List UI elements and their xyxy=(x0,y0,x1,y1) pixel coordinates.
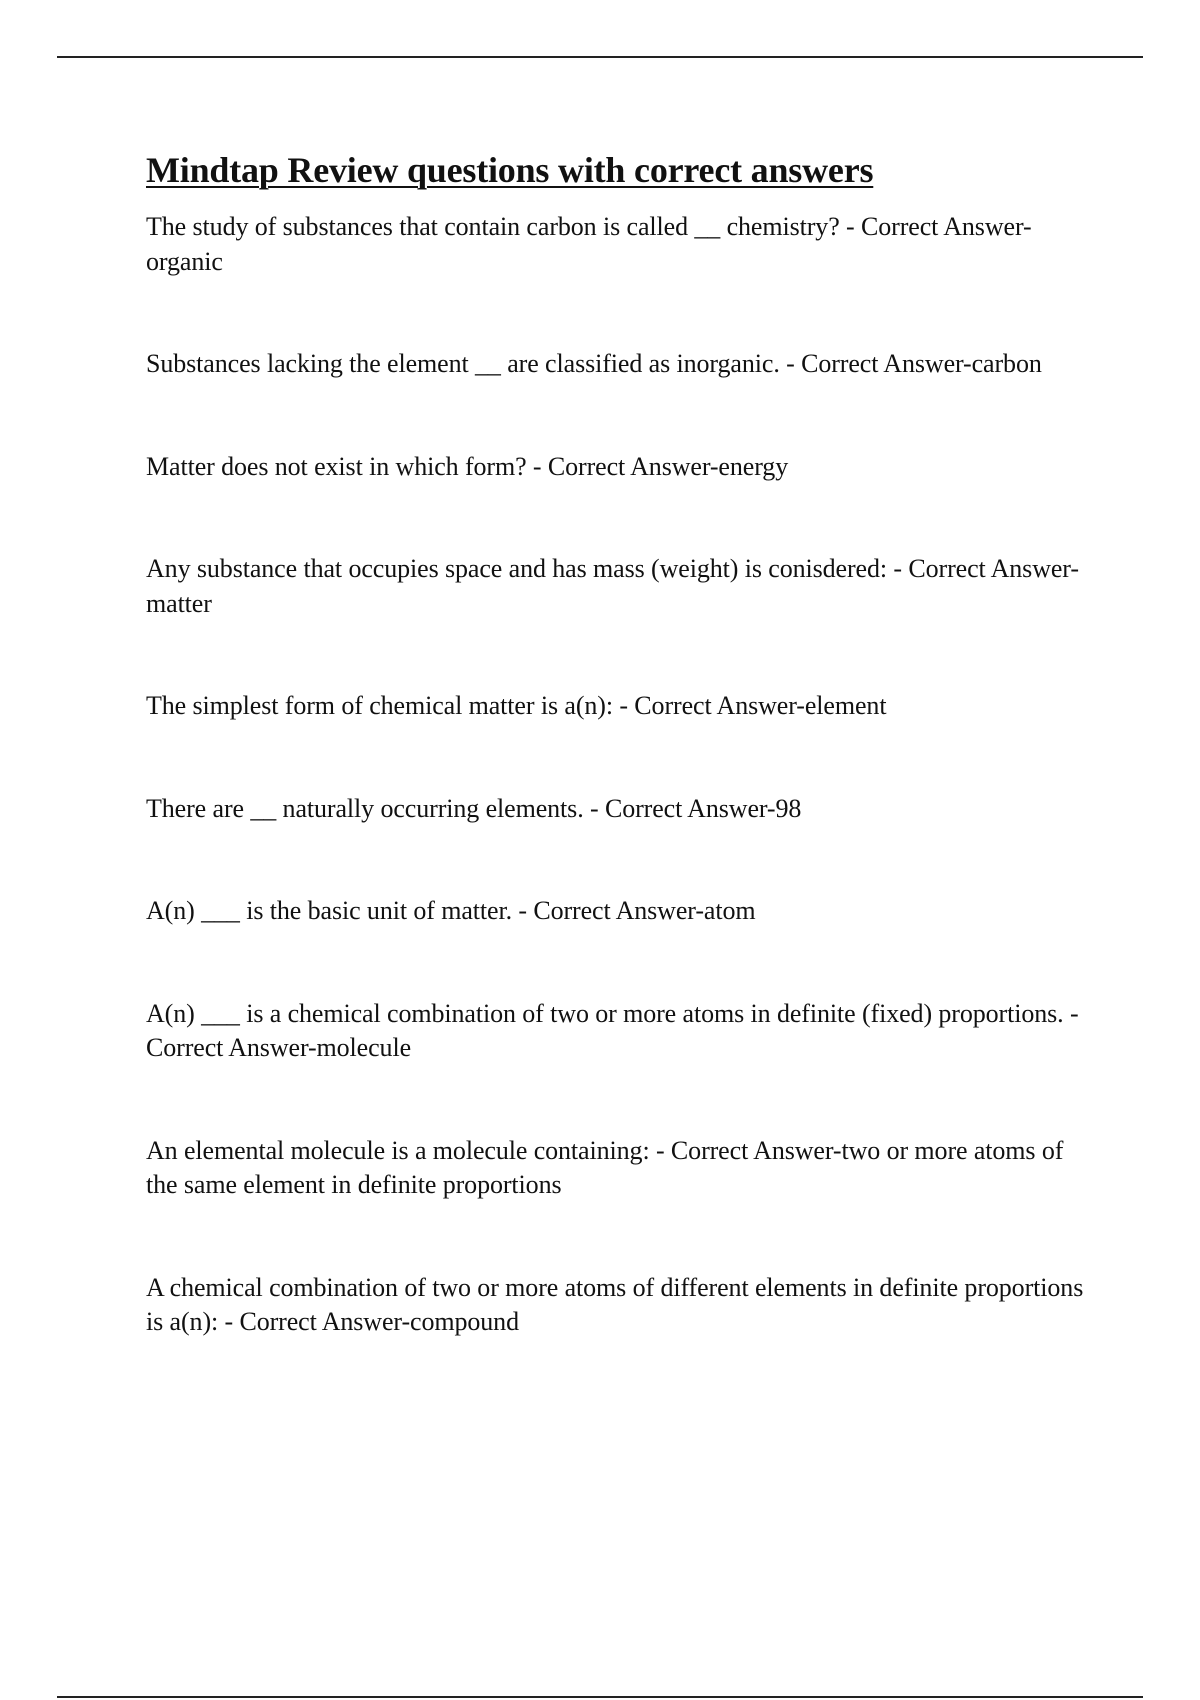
qa-item-4: Any substance that occupies space and has mass (weight) is conisdered: - Correct Answer-matter xyxy=(146,554,1079,618)
qa-item-9: An elemental molecule is a molecule containing: - Correct Answer-two or more atoms of the same element in definite proportions xyxy=(146,1135,1064,1199)
qa-list xyxy=(146,210,1086,1340)
qa-item-3: Matter does not exist in which form? - Correct Answer-energy xyxy=(146,451,789,481)
qa-item-2: Substances lacking the element __ are classified as inorganic. - Correct Answer-carbon xyxy=(146,349,1042,378)
bottom-rule xyxy=(57,1696,1143,1698)
qa-item-10: A chemical combination of two or more atoms of different elements in definite proportions is a(n): - Correct Answer-compound xyxy=(146,1272,1084,1336)
qa-item-8: A(n) ___ is a chemical combination of two or more atoms in definite (fixed) proportions. - Correct Answer-molecule xyxy=(146,998,1079,1062)
top-rule xyxy=(57,56,1143,58)
qa-item-6: There are __ naturally occurring elements. - Correct Answer-98 xyxy=(146,793,802,823)
document-page xyxy=(146,142,1086,1340)
qa-item-7: A(n) ___ is the basic unit of matter. - Correct Answer-atom xyxy=(146,896,756,925)
page-title: Mindtap Review questions with correct answers xyxy=(146,150,874,190)
qa-item-5: The simplest form of chemical matter is a(n): - Correct Answer-element xyxy=(146,691,887,720)
qa-item-1: The study of substances that contain carbon is called __ chemistry? - Correct Answer-organic xyxy=(146,212,1032,276)
